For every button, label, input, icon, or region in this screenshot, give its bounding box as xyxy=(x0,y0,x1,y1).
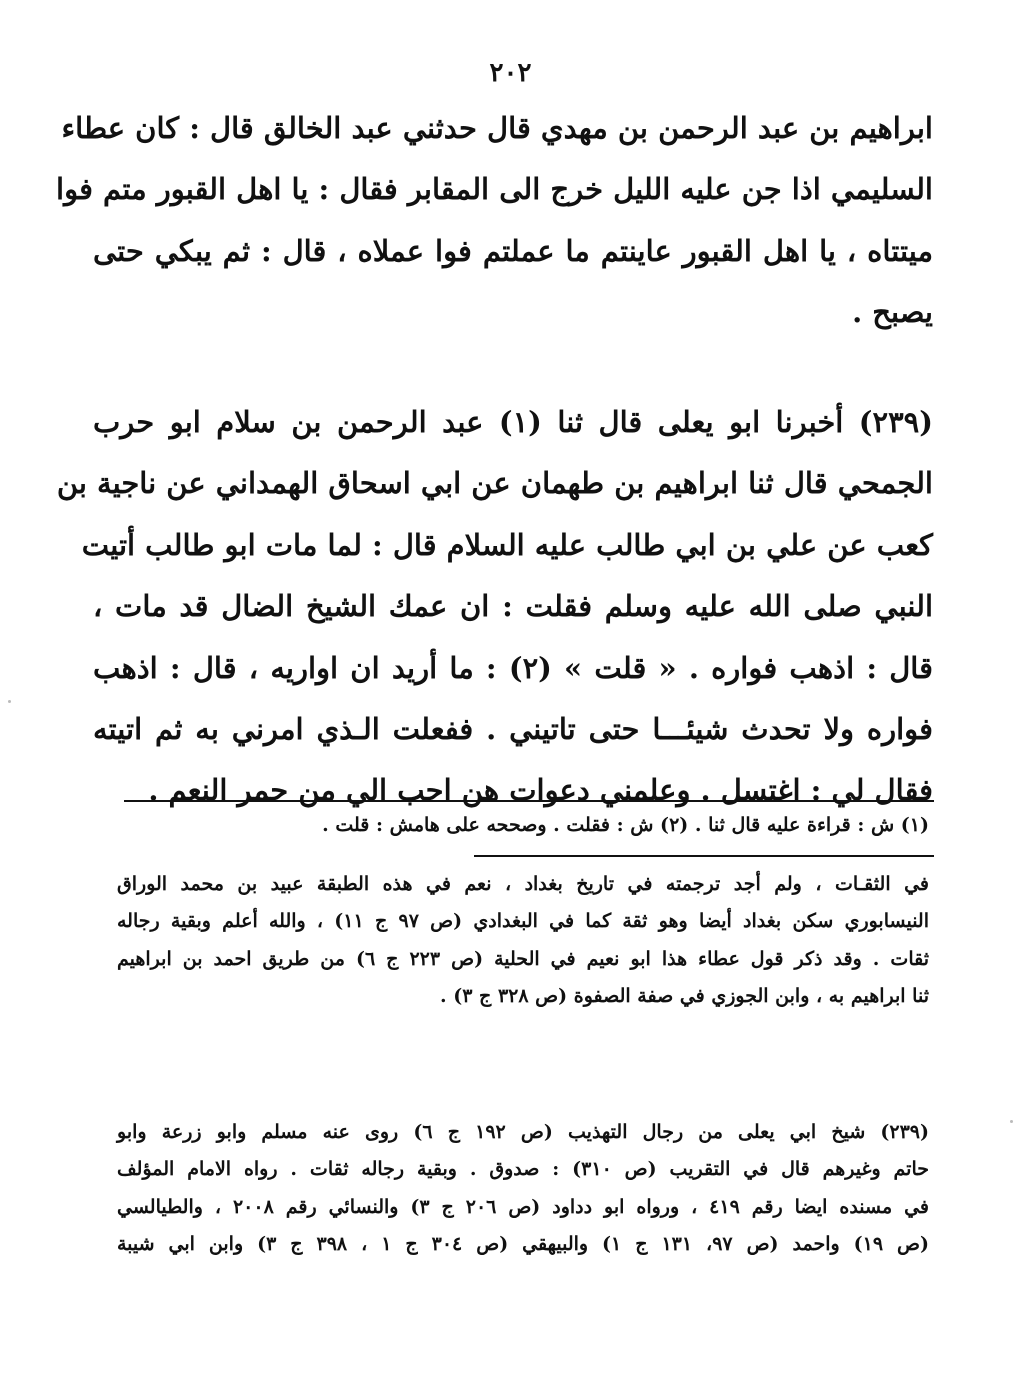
commentary-line: في الثقـات ، ولم أجد ترجمته في تاريخ بغداد ، نعم في هذه الطبقة عبيد بن محمد الوراق xyxy=(117,873,929,895)
text-line: فواره ولا تحدث شيئـــا حتى تاتيني . ففعلت الـذي امرني به ثم اتيته xyxy=(93,711,933,746)
commentary-line: ثنا ابراهيم به ، وابن الجوزي في صفة الصفوة (ص ٣٢٨ ج ٣) . xyxy=(439,985,929,1008)
footnotes: (١) ش : قراءة عليه قال ثنا . (٢) ش : فقلت . وصححه على هامش : قلت . xyxy=(322,814,929,836)
scan-speck xyxy=(8,700,11,703)
main-text-block-1 xyxy=(56,98,933,344)
commentary-line: ثقات . وقد ذكر قول عطاء هذا ابو نعيم في الحلية (ص ٢٢٣ ج ٦) من طريق احمد بن ابراهيم xyxy=(117,947,930,970)
text-line: يصبح . xyxy=(852,295,933,330)
text-line: ابراهيم بن عبد الرحمن بن مهدي قال حدثني عبد الخالق قال : كان عطاء xyxy=(61,111,933,145)
scan-speck xyxy=(1010,1120,1013,1123)
commentary-divider xyxy=(474,855,934,857)
text-line: النبي صلى الله عليه وسلم فقلت : ان عمك الشيخ الضال قد مات ، xyxy=(93,589,933,624)
hadith-239-text xyxy=(56,392,934,822)
page-number: ٢٠٢ xyxy=(489,58,532,88)
text-line: قال : اذهب فواره . « قلت » (٢) : ما أريد ان اواريه ، قال : اذهب xyxy=(93,650,934,685)
commentary-line: (ص ١٩) واحمد (ص ٩٧، ١٣١ ج ١) والبيهقي (ص ٣٠٤ ج ١ ، ٣٩٨ ج ٣) وابن ابي شيبة xyxy=(117,1233,929,1256)
commentary-block-1 xyxy=(117,866,929,1016)
commentary-line: النيسابوري سكن بغداد أيضا وهو ثقة كما في البغدادي (ص ٩٧ ج ١١) ، والله أعلم وبقية رجاله xyxy=(117,910,929,933)
footnote-divider xyxy=(124,800,934,802)
text-line: كعب عن علي بن ابي طالب عليه السلام قال : لما مات ابو طالب أتيت xyxy=(81,527,933,562)
text-line: فقال لي : اغتسل . وعلمني دعوات هن احب الي من حمر النعم . xyxy=(148,773,933,808)
text-line: الجمحي قال ثنا ابراهيم بن طهمان عن ابي اسحاق الهمداني عن ناجية بن xyxy=(56,466,933,501)
commentary-line: في مسنده ايضا رقم ٤١٩ ، ورواه ابو دداود (ص ٢٠٦ ج ٣) والنسائي رقم ٢٠٠٨ ، والطيالسي xyxy=(117,1195,930,1218)
commentary-line: (٢٣٩) شيخ ابي يعلى من رجال التهذيب (ص ١٩٢ ج ٦) روى عنه مسلم وابو زرعة وابو xyxy=(117,1121,929,1143)
text-line: السليمي اذا جن عليه الليل خرج الى المقابر فقال : يا اهل القبور متم فوا xyxy=(56,172,933,207)
text-line: ميتتاه ، يا اهل القبور عاينتم ما عملتم فوا عملاه ، قال : ثم يبكي حتى xyxy=(93,233,933,268)
text-line: (٢٣٩) أخبرنا ابو يعلى قال ثنا (١) عبد الرحمن بن سلام ابو حرب xyxy=(93,405,933,439)
commentary-line: حاتم وغيرهم قال في التقريب (ص ٣١٠) : صدوق . وبقية رجاله ثقات . رواه الامام المؤلف xyxy=(117,1158,929,1181)
commentary-239 xyxy=(117,1114,929,1264)
